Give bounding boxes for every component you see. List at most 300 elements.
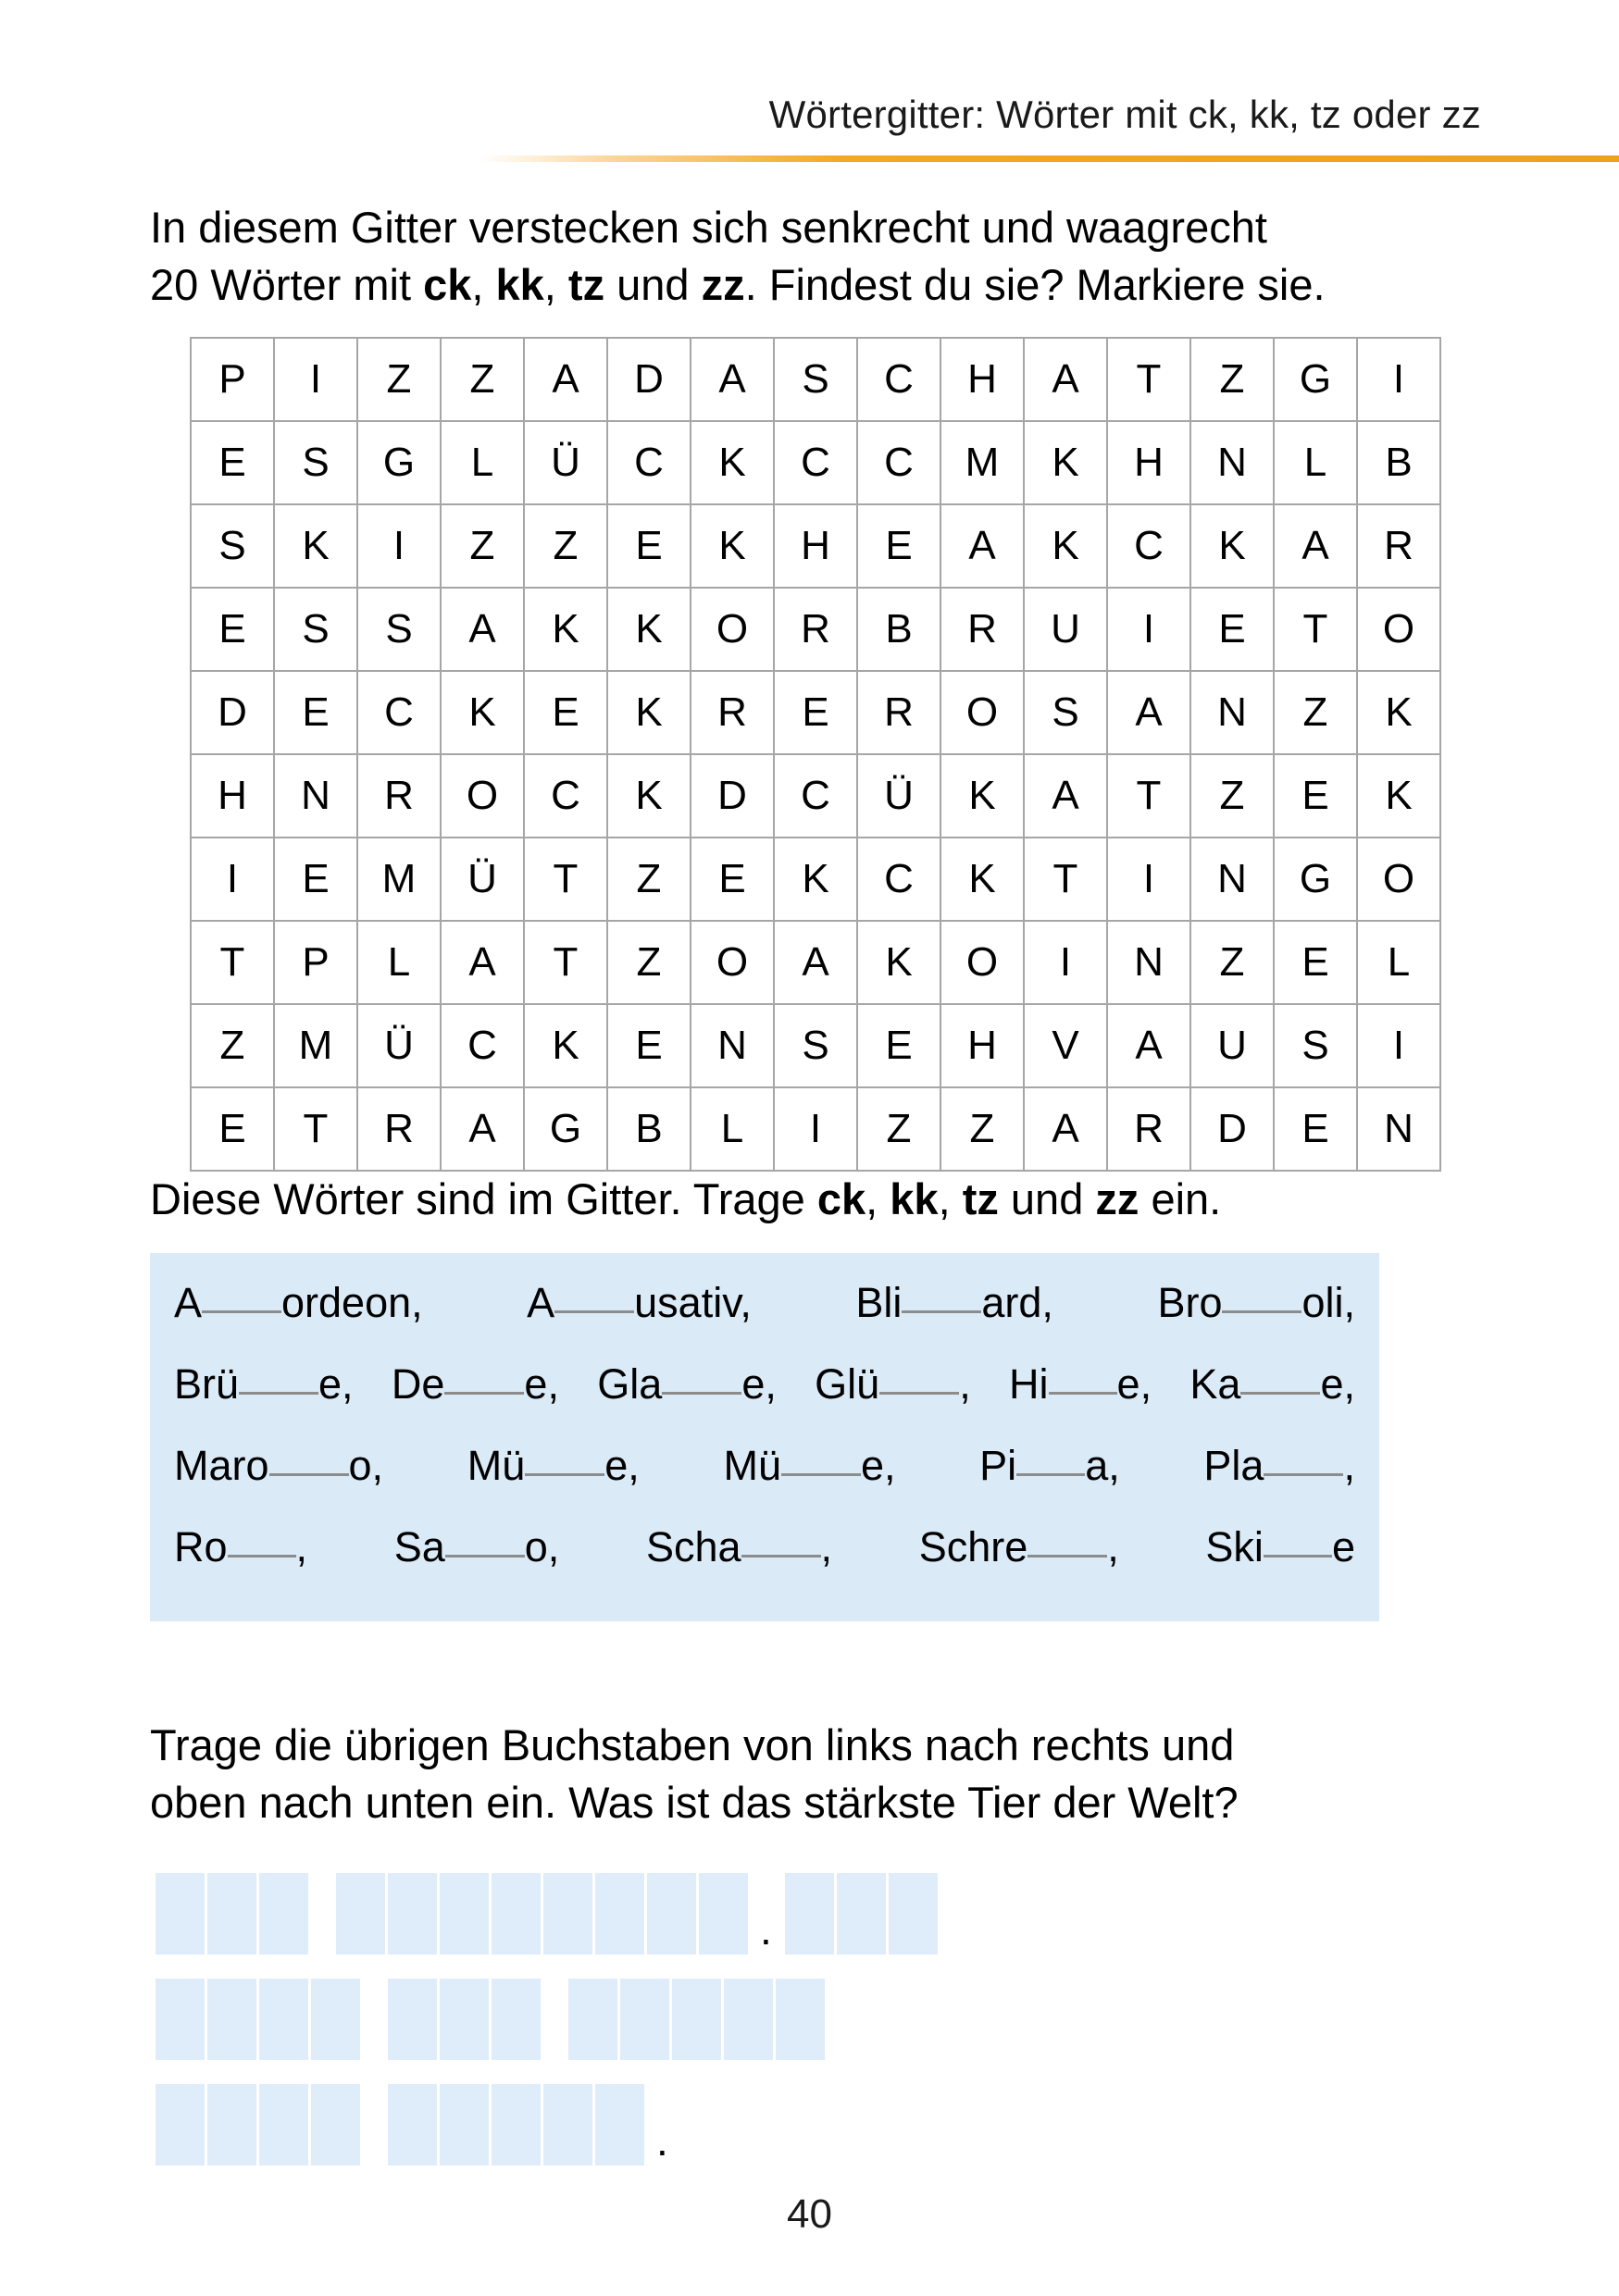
answer-cell[interactable] <box>595 1873 644 1955</box>
answer-cell[interactable] <box>311 2084 360 2166</box>
grid-cell[interactable]: C <box>1107 504 1190 588</box>
grid-cell[interactable]: T <box>1024 838 1107 921</box>
grid-cell[interactable]: H <box>940 1004 1024 1087</box>
grid-cell[interactable]: T <box>1107 754 1190 838</box>
word-list-item <box>979 1442 1120 1490</box>
answer-cell[interactable] <box>311 1979 360 2060</box>
grid-cell[interactable]: K <box>691 504 774 588</box>
answer-cell[interactable] <box>889 1873 938 1955</box>
grid-row <box>191 504 1440 588</box>
grid-cell[interactable]: K <box>1357 754 1440 838</box>
grid-cell[interactable]: E <box>274 671 357 754</box>
grid-cell[interactable]: T <box>524 921 607 1004</box>
word-list-item <box>392 1360 559 1409</box>
grid-cell[interactable]: E <box>1274 754 1357 838</box>
word-suffix: e, <box>604 1442 640 1489</box>
grid-cell[interactable]: E <box>1274 921 1357 1004</box>
answer-cell[interactable] <box>259 2084 308 2166</box>
grid-row <box>191 921 1440 1004</box>
fill-in-blank[interactable] <box>1049 1392 1117 1395</box>
grid-cell[interactable]: A <box>1024 338 1107 421</box>
grid-cell[interactable]: A <box>691 338 774 421</box>
grid-cell[interactable]: D <box>191 671 274 754</box>
answer-cell[interactable] <box>156 2084 205 2166</box>
answer-period: . <box>760 1905 772 1954</box>
grid-cell[interactable]: I <box>274 338 357 421</box>
grid-cell[interactable]: S <box>1024 671 1107 754</box>
grid-cell[interactable]: Z <box>1190 754 1274 838</box>
instr2-sep1: , <box>866 1174 890 1223</box>
word-list-item <box>597 1360 777 1409</box>
answer-cell[interactable] <box>259 1979 308 2060</box>
grid-cell[interactable]: A <box>1274 504 1357 588</box>
grid-cell[interactable]: P <box>274 921 357 1004</box>
answer-cell[interactable] <box>699 1873 748 1955</box>
grid-cell[interactable]: Z <box>191 1004 274 1087</box>
word-list-item <box>1205 1523 1355 1571</box>
grid-cell[interactable]: R <box>857 671 940 754</box>
grid-cell[interactable]: M <box>274 1004 357 1087</box>
grid-cell[interactable]: R <box>1357 504 1440 588</box>
word-list-item <box>1189 1360 1355 1409</box>
grid-cell[interactable]: R <box>940 588 1024 671</box>
grid-cell[interactable]: Ü <box>357 1004 441 1087</box>
grid-cell[interactable]: C <box>357 671 441 754</box>
grid-cell[interactable]: Z <box>441 504 524 588</box>
answer-cell[interactable] <box>156 1873 205 1955</box>
grid-cell[interactable]: N <box>1190 671 1274 754</box>
page-title: Wörtergitter: Wörter mit ck, kk, tz oder zz <box>768 93 1481 136</box>
fill-in-blank[interactable] <box>1222 1310 1301 1313</box>
intro-line1: In diesem Gitter verstecken sich senkrecht und waagrecht <box>150 203 1267 252</box>
answer-cell[interactable] <box>492 1979 541 2060</box>
grid-cell[interactable]: U <box>1024 588 1107 671</box>
word-prefix: Glü <box>815 1360 880 1408</box>
grid-cell[interactable]: O <box>1357 838 1440 921</box>
grid-cell[interactable]: I <box>191 838 274 921</box>
answer-cell[interactable] <box>543 2084 592 2166</box>
grid-cell[interactable]: D <box>607 338 691 421</box>
word-prefix: Mü <box>723 1442 781 1489</box>
grid-cell[interactable]: O <box>441 754 524 838</box>
word-prefix: Schre <box>918 1523 1028 1570</box>
header-rule <box>481 155 1619 162</box>
grid-row <box>191 838 1440 921</box>
word-list-line <box>174 1442 1355 1523</box>
answer-cell[interactable] <box>156 1979 205 2060</box>
grid-cell[interactable]: Z <box>1190 338 1274 421</box>
grid-row <box>191 754 1440 838</box>
word-prefix: Bro <box>1157 1279 1223 1326</box>
word-prefix: Bli <box>855 1279 903 1326</box>
grid-cell[interactable]: U <box>1190 1004 1274 1087</box>
grid-cell[interactable]: K <box>691 421 774 504</box>
grid-cell[interactable]: N <box>1107 921 1190 1004</box>
grid-cell[interactable]: B <box>857 588 940 671</box>
grid-cell[interactable]: C <box>857 421 940 504</box>
grid-cell[interactable]: K <box>1357 671 1440 754</box>
word-suffix: a, <box>1085 1442 1120 1489</box>
word-list-line <box>174 1523 1355 1605</box>
word-list-box <box>150 1253 1379 1621</box>
instr2-bold-kk: kk <box>890 1174 939 1223</box>
grid-cell[interactable]: E <box>607 504 691 588</box>
answer-cell[interactable] <box>440 2084 489 2166</box>
word-prefix: Gla <box>597 1360 663 1408</box>
answer-boxes <box>156 1858 1470 2175</box>
answer-cell[interactable] <box>336 1873 385 1955</box>
grid-cell[interactable]: A <box>441 588 524 671</box>
intro-bold-kk: kk <box>495 260 544 309</box>
intro-bold-zz: zz <box>701 260 745 309</box>
answer-cell[interactable] <box>207 1979 256 2060</box>
word-list-item <box>1157 1279 1355 1327</box>
word-prefix: Ka <box>1189 1360 1241 1408</box>
grid-cell[interactable]: A <box>940 504 1024 588</box>
grid-cell[interactable]: R <box>691 671 774 754</box>
grid-cell[interactable]: K <box>607 588 691 671</box>
grid-cell[interactable]: O <box>691 921 774 1004</box>
grid-cell[interactable]: S <box>1274 1004 1357 1087</box>
word-list-item <box>1203 1442 1355 1490</box>
word-search-grid-wrapper <box>190 337 1441 1172</box>
grid-cell[interactable]: G <box>357 421 441 504</box>
grid-cell[interactable]: E <box>1274 1087 1357 1171</box>
fill-in-blank[interactable] <box>741 1555 821 1558</box>
grid-cell[interactable]: N <box>274 754 357 838</box>
grid-cell[interactable]: C <box>774 421 857 504</box>
grid-cell[interactable]: K <box>607 671 691 754</box>
grid-cell[interactable]: K <box>940 838 1024 921</box>
word-suffix: e, <box>1116 1360 1152 1408</box>
grid-cell[interactable]: L <box>441 421 524 504</box>
grid-cell[interactable]: S <box>191 504 274 588</box>
fill-in-blank[interactable] <box>202 1310 281 1313</box>
grid-cell[interactable]: Z <box>607 838 691 921</box>
grid-cell[interactable]: G <box>1274 338 1357 421</box>
grid-cell[interactable]: G <box>524 1087 607 1171</box>
grid-cell[interactable]: A <box>1107 1004 1190 1087</box>
word-list-item <box>394 1523 560 1571</box>
grid-cell[interactable]: E <box>607 1004 691 1087</box>
grid-cell[interactable]: A <box>524 338 607 421</box>
grid-cell[interactable]: L <box>1357 921 1440 1004</box>
word-list-item <box>527 1279 752 1327</box>
fill-in-blank[interactable] <box>1027 1555 1107 1558</box>
grid-cell[interactable]: N <box>1190 838 1274 921</box>
grid-cell[interactable]: O <box>691 588 774 671</box>
grid-cell[interactable]: E <box>857 1004 940 1087</box>
instr2-post: ein. <box>1139 1174 1222 1223</box>
answer-cell[interactable] <box>672 1979 721 2060</box>
grid-cell[interactable]: B <box>607 1087 691 1171</box>
fill-in-blank[interactable] <box>1240 1392 1320 1395</box>
answer-cell[interactable] <box>207 1873 256 1955</box>
fill-in-blank[interactable] <box>239 1392 318 1395</box>
grid-cell[interactable]: R <box>1107 1087 1190 1171</box>
intro-line2-pre: 20 Wörter mit <box>150 260 424 309</box>
answer-cell[interactable] <box>776 1979 825 2060</box>
fill-in-blank[interactable] <box>879 1392 959 1395</box>
answer-cell[interactable] <box>388 1873 437 1955</box>
word-prefix: Brü <box>174 1360 240 1408</box>
word-prefix: Ski <box>1205 1523 1264 1570</box>
instruction-leftover-letters <box>150 1717 1474 1831</box>
page-number: 40 <box>787 2191 832 2237</box>
word-suffix: o, <box>348 1442 384 1489</box>
word-list-item <box>174 1360 354 1409</box>
grid-cell[interactable]: H <box>1107 421 1190 504</box>
answer-row <box>156 2069 1470 2166</box>
fill-in-blank[interactable] <box>1264 1555 1332 1558</box>
fill-in-blank[interactable] <box>525 1473 604 1476</box>
word-prefix: Ro <box>174 1523 228 1570</box>
fill-in-blank[interactable] <box>781 1473 861 1476</box>
word-prefix: Pla <box>1203 1442 1264 1489</box>
word-suffix: oli, <box>1301 1279 1355 1326</box>
instr2-sep2: , <box>938 1174 963 1223</box>
grid-cell[interactable]: R <box>774 588 857 671</box>
intro-paragraph <box>150 199 1464 314</box>
fill-in-blank[interactable] <box>1264 1473 1343 1476</box>
word-list-item <box>174 1523 307 1571</box>
word-list-item <box>723 1442 895 1490</box>
grid-cell[interactable]: B <box>1357 421 1440 504</box>
answer-period: . <box>656 2116 668 2165</box>
grid-cell[interactable]: S <box>274 588 357 671</box>
intro-sep1: , <box>471 260 496 309</box>
answer-cell[interactable] <box>785 1873 834 1955</box>
grid-cell[interactable]: C <box>857 338 940 421</box>
grid-cell[interactable]: K <box>607 754 691 838</box>
word-prefix: Maro <box>174 1442 269 1489</box>
grid-cell[interactable]: K <box>940 754 1024 838</box>
grid-cell[interactable]: S <box>774 338 857 421</box>
word-list-item <box>174 1442 383 1490</box>
grid-cell[interactable]: E <box>857 504 940 588</box>
grid-cell[interactable]: C <box>857 838 940 921</box>
grid-cell[interactable]: I <box>1024 921 1107 1004</box>
word-suffix: , <box>1107 1523 1119 1570</box>
word-list-line <box>174 1360 1355 1442</box>
grid-row <box>191 1004 1440 1087</box>
grid-row <box>191 588 1440 671</box>
answer-cell[interactable] <box>388 1979 437 2060</box>
word-list-item <box>815 1360 971 1409</box>
word-prefix: De <box>391 1360 445 1408</box>
grid-cell[interactable]: Z <box>940 1087 1024 1171</box>
word-prefix: Scha <box>645 1523 741 1570</box>
grid-cell[interactable]: M <box>940 421 1024 504</box>
grid-cell[interactable]: A <box>441 1087 524 1171</box>
grid-cell[interactable]: E <box>191 588 274 671</box>
grid-cell[interactable]: H <box>191 754 274 838</box>
word-suffix: , <box>295 1523 308 1570</box>
grid-row <box>191 671 1440 754</box>
intro-bold-tz: tz <box>567 260 605 309</box>
grid-cell[interactable]: Ü <box>857 754 940 838</box>
word-suffix: , <box>1343 1442 1355 1489</box>
grid-cell[interactable]: K <box>1024 421 1107 504</box>
grid-cell[interactable]: O <box>1357 588 1440 671</box>
grid-cell[interactable]: S <box>774 1004 857 1087</box>
word-list-item <box>467 1442 640 1490</box>
fill-in-blank[interactable] <box>902 1310 981 1313</box>
grid-cell[interactable]: H <box>940 338 1024 421</box>
instr3-line2: oben nach unten ein. Was ist das stärkste Tier der Welt? <box>150 1778 1239 1827</box>
answer-cell[interactable] <box>568 1979 617 2060</box>
fill-in-blank[interactable] <box>228 1555 296 1558</box>
grid-cell[interactable]: N <box>1190 421 1274 504</box>
instr2-sep3: und <box>998 1174 1096 1223</box>
grid-cell[interactable]: M <box>357 838 441 921</box>
answer-cell[interactable] <box>620 1979 669 2060</box>
word-suffix: usativ, <box>634 1279 752 1326</box>
grid-cell[interactable]: D <box>1190 1087 1274 1171</box>
word-list-item <box>1009 1360 1152 1409</box>
grid-cell[interactable]: D <box>691 754 774 838</box>
grid-cell[interactable]: T <box>191 921 274 1004</box>
answer-cell[interactable] <box>492 2084 541 2166</box>
grid-cell[interactable]: Z <box>357 338 441 421</box>
grid-cell[interactable]: V <box>1024 1004 1107 1087</box>
grid-cell[interactable]: K <box>1024 504 1107 588</box>
grid-cell[interactable]: C <box>607 421 691 504</box>
grid-cell[interactable]: K <box>857 921 940 1004</box>
answer-cell[interactable] <box>837 1873 886 1955</box>
grid-cell[interactable]: A <box>774 921 857 1004</box>
grid-cell[interactable]: Z <box>441 338 524 421</box>
intro-line2-post: . Findest du sie? Markiere sie. <box>744 260 1326 309</box>
word-suffix: , <box>959 1360 971 1408</box>
grid-cell[interactable]: E <box>274 838 357 921</box>
grid-cell[interactable]: E <box>524 671 607 754</box>
grid-cell[interactable]: G <box>1274 838 1357 921</box>
grid-cell[interactable]: Z <box>1190 921 1274 1004</box>
word-suffix: e, <box>860 1442 896 1489</box>
grid-cell[interactable]: O <box>940 671 1024 754</box>
grid-cell[interactable]: Z <box>524 504 607 588</box>
grid-cell[interactable]: Z <box>607 921 691 1004</box>
word-suffix: ard, <box>981 1279 1053 1326</box>
fill-in-blank[interactable] <box>1016 1473 1085 1476</box>
intro-sep3: und <box>604 260 702 309</box>
answer-cell[interactable] <box>207 2084 256 2166</box>
grid-cell[interactable]: P <box>191 338 274 421</box>
word-search-grid[interactable] <box>190 337 1441 1172</box>
grid-cell[interactable]: E <box>691 838 774 921</box>
fill-in-blank[interactable] <box>269 1473 349 1476</box>
grid-cell[interactable]: S <box>274 421 357 504</box>
answer-cell[interactable] <box>259 1873 308 1955</box>
answer-cell[interactable] <box>388 2084 437 2166</box>
grid-cell[interactable]: I <box>1357 1004 1440 1087</box>
grid-cell[interactable]: R <box>357 754 441 838</box>
grid-cell[interactable]: Ü <box>524 421 607 504</box>
grid-cell[interactable]: K <box>1190 504 1274 588</box>
grid-cell[interactable]: I <box>774 1087 857 1171</box>
grid-cell[interactable]: N <box>1357 1087 1440 1171</box>
word-suffix: e, <box>318 1360 354 1408</box>
word-prefix: Hi <box>1009 1360 1049 1408</box>
word-suffix: e, <box>741 1360 777 1408</box>
grid-cell[interactable]: L <box>691 1087 774 1171</box>
grid-cell[interactable]: T <box>524 838 607 921</box>
intro-bold-ck: ck <box>423 260 472 309</box>
grid-cell[interactable]: I <box>1107 838 1190 921</box>
fill-in-blank[interactable] <box>445 1555 525 1558</box>
answer-cell[interactable] <box>440 1979 489 2060</box>
grid-cell[interactable]: T <box>1107 338 1190 421</box>
grid-cell[interactable]: R <box>357 1087 441 1171</box>
grid-cell[interactable]: A <box>441 921 524 1004</box>
word-list-item <box>174 1279 423 1327</box>
answer-cell[interactable] <box>440 1873 489 1955</box>
intro-sep2: , <box>543 260 568 309</box>
grid-cell[interactable]: Z <box>1274 671 1357 754</box>
fill-in-blank[interactable] <box>554 1310 634 1313</box>
answer-cell[interactable] <box>595 2084 644 2166</box>
answer-cell[interactable] <box>543 1873 592 1955</box>
grid-cell[interactable]: A <box>1024 754 1107 838</box>
answer-cell[interactable] <box>492 1873 541 1955</box>
grid-cell[interactable]: S <box>357 588 441 671</box>
grid-cell[interactable]: L <box>357 921 441 1004</box>
instr2-bold-zz: zz <box>1095 1174 1140 1223</box>
grid-cell[interactable]: T <box>1274 588 1357 671</box>
instr3-line1: Trage die übrigen Buchstaben von links nach rechts und <box>150 1720 1235 1769</box>
word-list-item <box>855 1279 1053 1327</box>
grid-cell[interactable]: K <box>524 588 607 671</box>
grid-cell[interactable]: Ü <box>441 838 524 921</box>
grid-cell[interactable]: K <box>274 504 357 588</box>
word-prefix: Pi <box>979 1442 1017 1489</box>
word-suffix: o, <box>524 1523 560 1570</box>
fill-in-blank[interactable] <box>662 1392 741 1395</box>
answer-row <box>156 1858 1470 1955</box>
grid-cell[interactable]: C <box>774 754 857 838</box>
grid-cell[interactable]: C <box>524 754 607 838</box>
grid-cell[interactable]: E <box>191 1087 274 1171</box>
grid-cell[interactable]: I <box>1357 338 1440 421</box>
fill-in-blank[interactable] <box>444 1392 524 1395</box>
grid-cell[interactable]: A <box>1024 1087 1107 1171</box>
grid-cell[interactable]: K <box>524 1004 607 1087</box>
grid-cell[interactable]: I <box>1107 588 1190 671</box>
word-list-line <box>174 1279 1355 1360</box>
answer-cell[interactable] <box>724 1979 773 2060</box>
grid-cell[interactable]: K <box>441 671 524 754</box>
word-prefix: Sa <box>393 1523 445 1570</box>
grid-cell[interactable]: E <box>1190 588 1274 671</box>
grid-cell[interactable]: E <box>191 421 274 504</box>
grid-cell[interactable]: T <box>274 1087 357 1171</box>
grid-cell[interactable]: I <box>357 504 441 588</box>
answer-cell[interactable] <box>647 1873 696 1955</box>
instr2-bold-ck: ck <box>816 1174 866 1223</box>
grid-cell[interactable]: E <box>774 671 857 754</box>
grid-cell[interactable]: C <box>441 1004 524 1087</box>
grid-cell[interactable]: N <box>691 1004 774 1087</box>
grid-cell[interactable]: L <box>1274 421 1357 504</box>
grid-cell[interactable]: H <box>774 504 857 588</box>
grid-cell[interactable]: A <box>1107 671 1190 754</box>
grid-cell[interactable]: O <box>940 921 1024 1004</box>
instr2-pre: Diese Wörter sind im Gitter. Trage <box>150 1174 817 1223</box>
grid-cell[interactable]: Z <box>857 1087 940 1171</box>
grid-cell[interactable]: K <box>774 838 857 921</box>
answer-row <box>156 1964 1470 2060</box>
